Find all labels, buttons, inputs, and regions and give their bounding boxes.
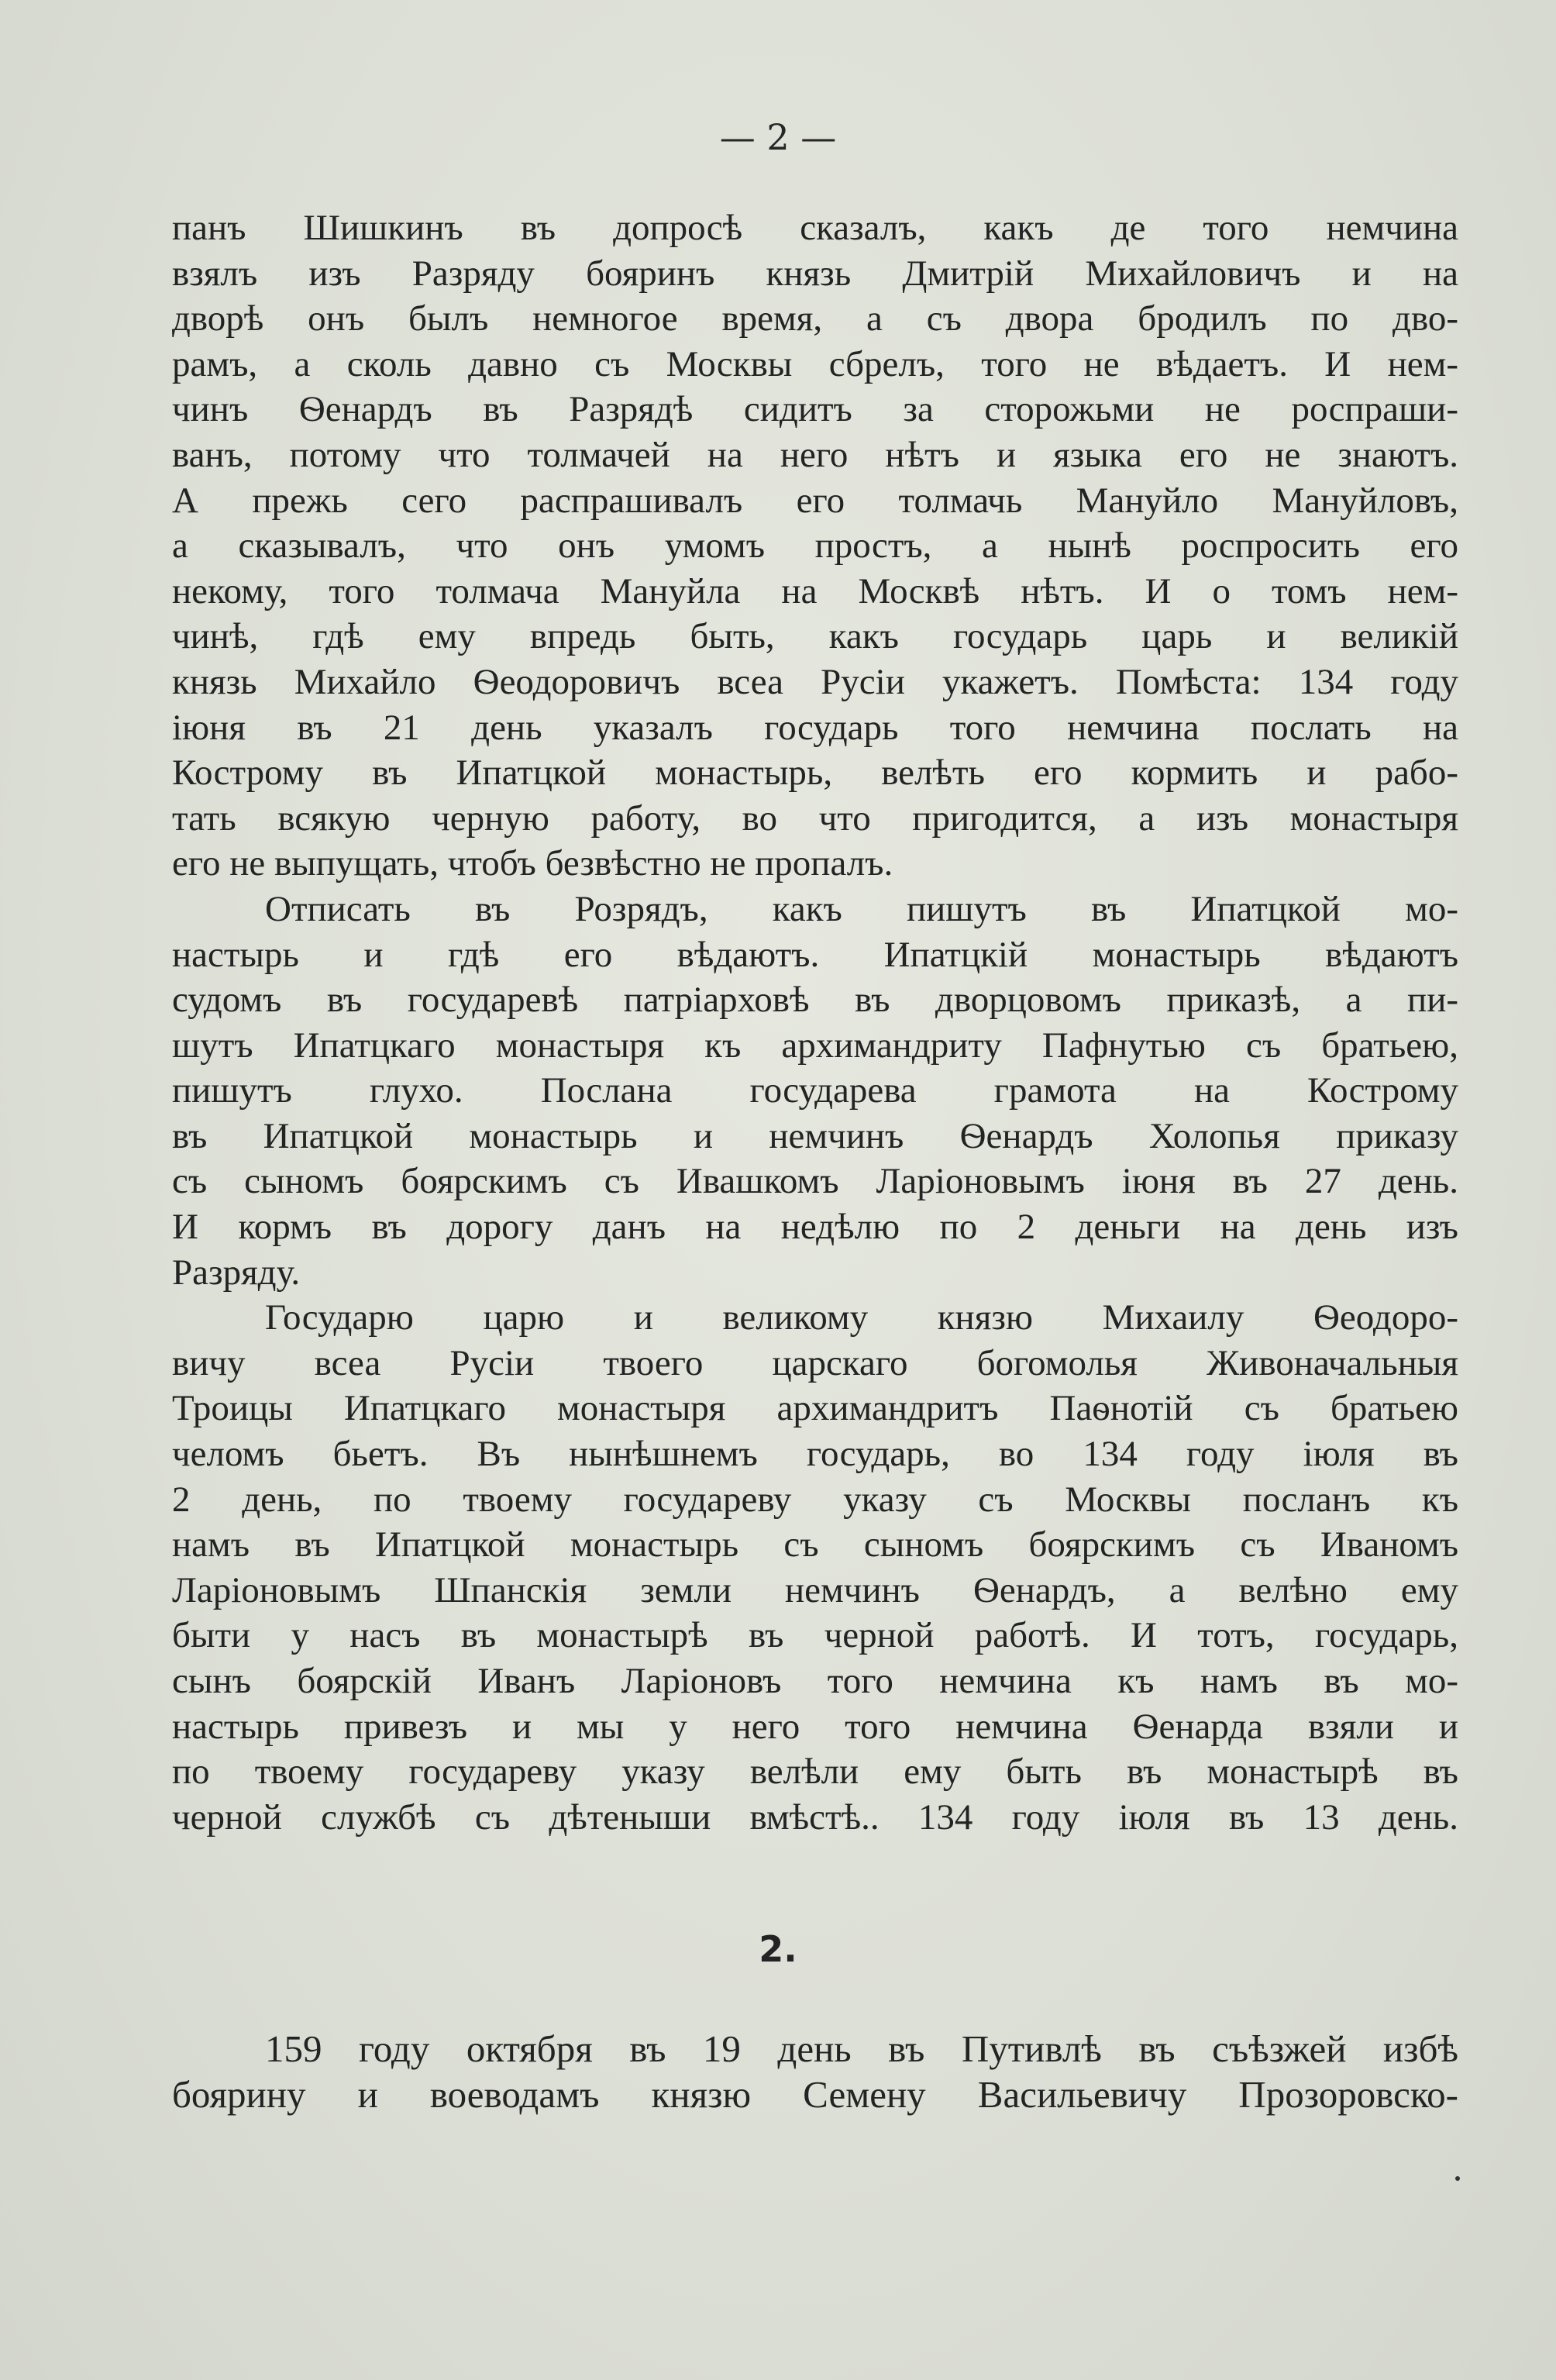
text-line: тать всякую черную работу, во что пригодится, а изъ монастыря: [172, 797, 1458, 839]
text-line: взялъ изъ Разряду бояринъ князь Дмитрій Михайловичъ и на: [172, 253, 1458, 294]
paragraph-1: [172, 205, 1458, 887]
text-line: судомъ въ государевѣ патріарховѣ въ дворцовомъ приказѣ, а пи-: [172, 980, 1458, 1021]
text-line: Троицы Ипатцкаго монастыря архимандритъ Паѳнотій съ братьею: [172, 1388, 1458, 1429]
text-line: чинъ Ѳенардъ въ Разрядѣ сидитъ за сторожьми не роспраши-: [172, 389, 1458, 430]
text-line: И кормъ въ дорогу данъ на недѣлю по 2 деньги на день изъ: [172, 1207, 1458, 1248]
text-line: Ларіоновымъ Шпанскія земли немчинъ Ѳенардъ, а велѣно ему: [172, 1569, 1458, 1610]
text-line: 2 день, по твоему государеву указу съ Москвы посланъ къ: [172, 1479, 1458, 1520]
margin-mark: [1455, 2176, 1460, 2181]
text-line: князь Михайло Ѳеодоровичъ всеа Русіи укажетъ. Помѣста: 134 году: [172, 661, 1458, 702]
text-line: шутъ Ипатцкаго монастыря къ архимандриту Пафнутью съ братьею,: [172, 1025, 1458, 1066]
text-line: боярину и воеводамъ князю Семену Васильевичу Прозоровско-: [172, 2072, 1458, 2116]
text-line: Государю царю и великому князю Михаилу Ѳеодоро-: [265, 1297, 1458, 1338]
text-line: Кострому въ Ипатцкой монастырь, велѣть его кормить и рабо-: [172, 753, 1458, 794]
text-line: по твоему государеву указу велѣли ему быть въ монастырѣ въ: [172, 1751, 1458, 1793]
text-line: Разряду.: [172, 1252, 301, 1293]
paragraph-2: [172, 887, 1458, 1295]
text-line: въ Ипатцкой монастырь и немчинъ Ѳенардъ Холопья приказу: [172, 1115, 1458, 1156]
text-line: намъ въ Ипатцкой монастырь съ сыномъ боярскимъ съ Иваномъ: [172, 1524, 1458, 1565]
text-line: панъ Шишкинъ въ допросѣ сказалъ, какъ де того немчина: [172, 208, 1458, 248]
paragraph-3: [172, 1295, 1458, 1840]
main-text-block: [172, 205, 1458, 1840]
text-line: рамъ, а сколь давно съ Москвы сбрелъ, того не вѣдаетъ. И нем-: [172, 343, 1458, 384]
page-number: — 2 —: [719, 116, 837, 158]
text-line: Отписать въ Розрядъ, какъ пишутъ въ Ипатцкой мо-: [265, 888, 1458, 929]
text-line: сынъ боярскій Иванъ Ларіоновъ того немчина къ намъ въ мо-: [172, 1661, 1458, 1701]
section-2-text: [172, 2024, 1458, 2115]
text-line: некому, того толмача Мануйла на Москвѣ нѣтъ. И о томъ нем-: [172, 570, 1458, 611]
text-line: съ сыномъ боярскимъ съ Ивашкомъ Ларіоновымъ іюня въ 27 день.: [172, 1161, 1458, 1202]
text-line: чинѣ, гдѣ ему впредь быть, какъ государь царь и великій: [172, 616, 1458, 657]
text-line: быти у насъ въ монастырѣ въ черной работѣ. И тотъ, государь,: [172, 1615, 1458, 1656]
text-line: его не выпущать, чтобъ безвѣстно не пропалъ.: [172, 843, 893, 884]
text-line: 159 году октября въ 19 день въ Путивлѣ въ съѣзжей избѣ: [265, 2027, 1458, 2070]
text-line: іюня въ 21 день указалъ государь того немчина послать на: [172, 707, 1458, 748]
text-line: челомъ бьетъ. Въ нынѣшнемъ государь, во 134 году іюля въ: [172, 1434, 1458, 1475]
section-number: 2.: [759, 1928, 797, 1970]
text-line: а сказывалъ, что онъ умомъ простъ, а нынѣ роспросить его: [172, 525, 1458, 567]
text-line: дворѣ онъ былъ немногое время, а съ двора бродилъ по дво-: [172, 298, 1458, 339]
text-line: настырь и гдѣ его вѣдаютъ. Ипатцкій монастырь вѣдаютъ: [172, 934, 1458, 975]
text-line: настырь привезъ и мы у него того немчина Ѳенарда взяли и: [172, 1706, 1458, 1747]
text-line: черной службѣ съ дѣтеныши вмѣстѣ.. 134 году іюля въ 13 день.: [172, 1796, 1458, 1838]
text-line: А прежь сего распрашивалъ его толмачь Мануйло Мануйловъ,: [172, 480, 1458, 521]
text-line: ванъ, потому что толмачей на него нѣтъ и языка его не знаютъ.: [172, 434, 1458, 475]
text-line: вичу всеа Русіи твоего царскаго богомолья Живоначальныя: [172, 1342, 1458, 1383]
text-line: пишутъ глухо. Послана государева грамота на Кострому: [172, 1070, 1458, 1111]
